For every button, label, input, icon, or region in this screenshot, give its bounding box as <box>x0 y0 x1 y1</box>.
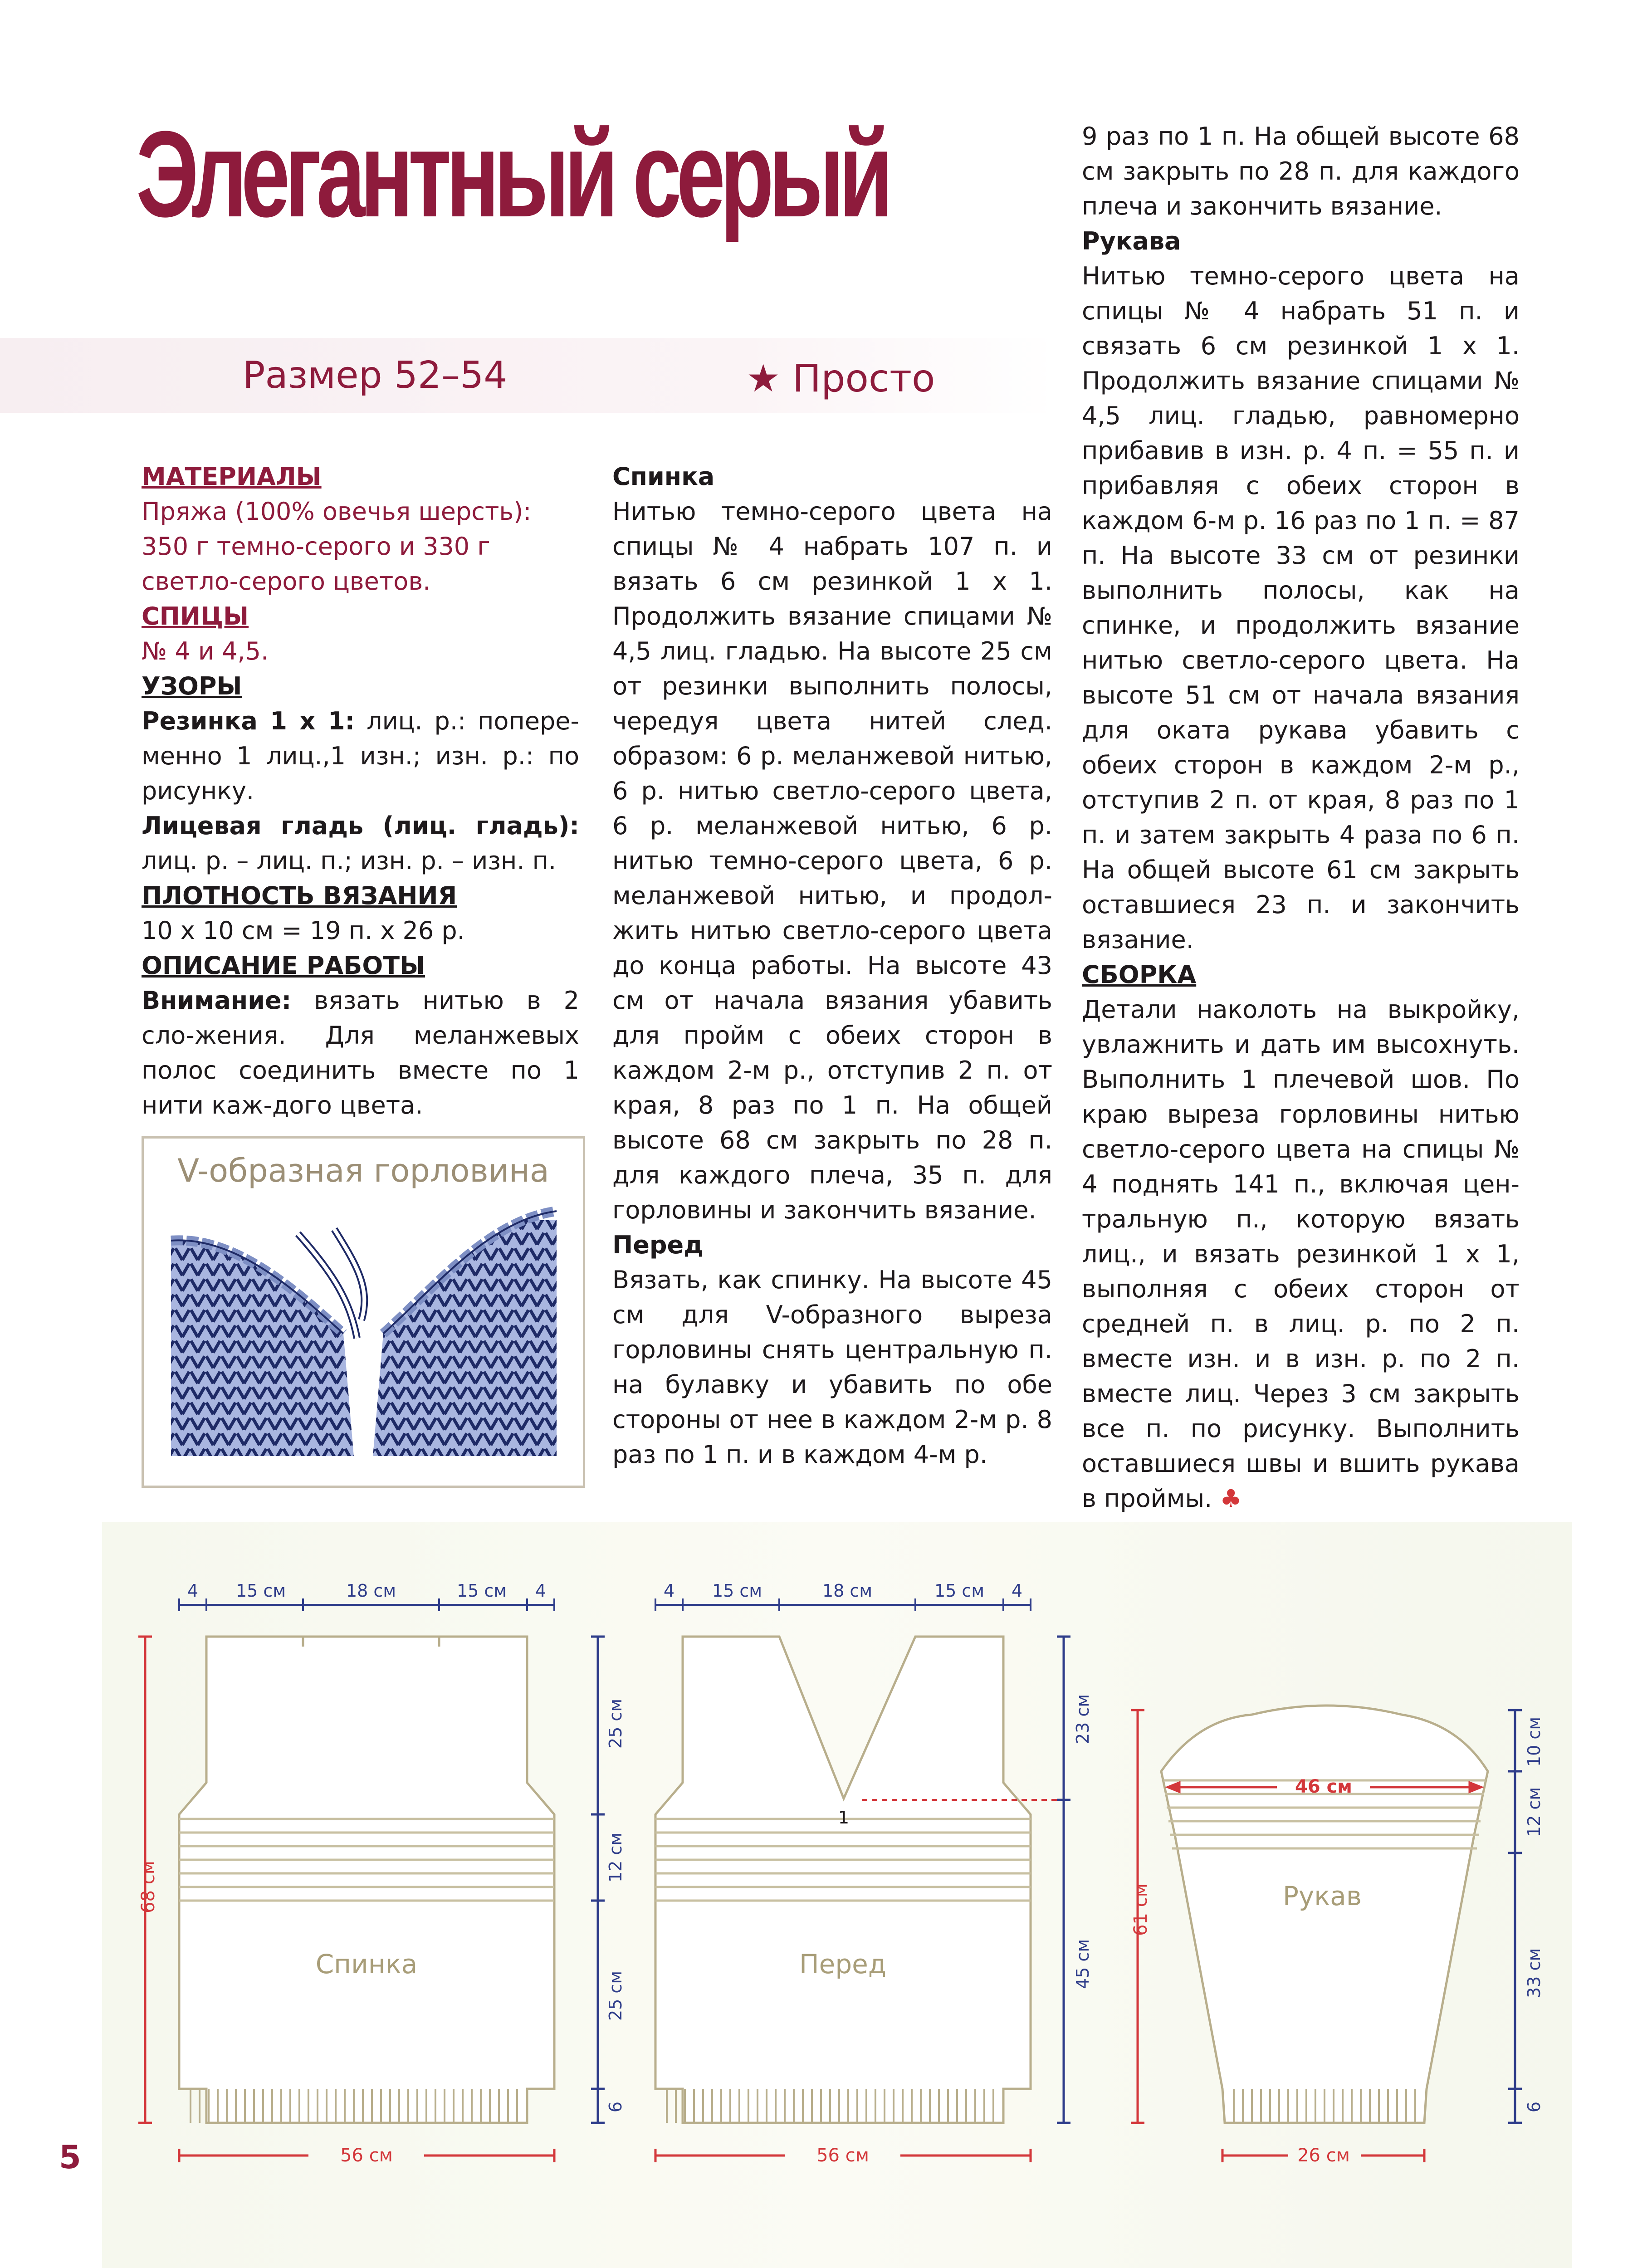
back-right-dim-2: 25 см <box>606 1971 626 2021</box>
attention-label: Внимание: <box>142 986 292 1015</box>
back-text: Нитью темно-серого цвета на спицы № 4 набрать 107 п. и вязать 6 см резинкой 1 х 1. Продолжить вязание спицами № 4,5 лиц. гладью. На высоте 25 см от резинки выполнить полосы, чередуя цвета нитей след. образом: 6 р. меланжевой нитью, 6 р. нитью светло-серого цвета, 6 р. меланжевой нитью, 6 р. нитью темно-серого цвета, 6 р. меланжевой нитью, и продол-жить нитью светло-серого цвета до конца работы. На высоте 43 см от начала вязания убавить для пройм с обеих сторон в каждом 2-м р., отступив 2 п. от края, 8 раз по 1 п. На общей высоте 68 см закрыть по 28 п. для каждого плеча, 35 п. для горловины и закончить вязание. <box>612 497 1052 1224</box>
front-pattern <box>655 1637 1031 2123</box>
page-title: Элегантный серый <box>136 106 888 243</box>
assembly-heading: СБОРКА <box>1082 960 1197 989</box>
stockinette-label: Лицевая гладь (лиц. гладь): <box>142 811 579 840</box>
front-dim-4: 4 <box>1011 1581 1023 1601</box>
star-icon: ★ <box>746 356 781 401</box>
back-height-label: 68 см <box>138 1861 159 1913</box>
back-dim-0: 4 <box>187 1581 199 1601</box>
back-dim-3: 15 см <box>457 1581 507 1601</box>
sleeve-top-width-label: 46 см <box>1295 1776 1352 1797</box>
front-right-dim-0: 23 см <box>1073 1694 1093 1744</box>
assembly-body: Детали наколоть на выкройку, увлажнить и дать им высохнуть. Выполнить 1 плечевой шов. По краю выреза горловины нитью светло-серого цвета на спицы № 4 поднять 141 п., включая цен-тральную п., которую вязать лиц., и вязать резинкой 1 х 1, выполняя с обеих сторон от средней п. в лиц. р. по 2 п. вместе изн. и в изн. р. по 2 п. вместе лиц. Через 3 см закрыть все п. по рисунку. Выполнить оставшиеся швы и вшить рукава в проймы. <box>1082 995 1520 1513</box>
back-label: Спинка <box>315 1949 418 1980</box>
rib-text: лиц. р.: попере-менно 1 лиц.,1 изн.; изн. р.: по рисунку. <box>142 707 579 805</box>
front-label: Перед <box>799 1949 886 1980</box>
back-right-dimension <box>591 1637 605 2123</box>
materials-line-1: Пряжа (100% овечья шерсть): <box>142 497 532 526</box>
sleeve-right-dim-1: 12 см <box>1524 1787 1544 1837</box>
back-dim-2: 18 см <box>346 1581 396 1601</box>
materials-line-3: светло-серого цветов. <box>142 567 431 596</box>
illustration-caption: V-образная горловина <box>177 1152 549 1189</box>
back-dim-1: 15 см <box>236 1581 286 1601</box>
back-dim-4: 4 <box>535 1581 547 1601</box>
description-heading: ОПИСАНИЕ РАБОТЫ <box>142 951 425 980</box>
front-marker: 1 <box>838 1808 850 1828</box>
front-dim-3: 15 см <box>934 1581 984 1601</box>
front-width-label: 56 см <box>816 2145 869 2166</box>
sleeve-height-label: 61 см <box>1130 1883 1151 1936</box>
front-dim-1: 15 см <box>712 1581 762 1601</box>
size-label: Размер 52–54 <box>243 354 508 397</box>
sleeve-right-dimension <box>1508 1710 1522 2123</box>
sleeve-pattern <box>1161 1706 1488 2123</box>
needles-text: № 4 и 4,5. <box>142 637 269 665</box>
back-right-dim-0: 25 см <box>606 1699 626 1749</box>
back-pattern <box>179 1637 554 2123</box>
sleeves-text: Нитью темно-серого цвета на спицы № 4 набрать 51 п. и связать 6 см резинкой 1 х 1. Продолжить вязание спицами № 4,5 лиц. гладью, равномерно прибавив в изн. р. 4 п. = 55 п. и прибавляя с обеих сторон в каждом 6-м р. 16 раз по 1 п. = 87 п. На высоте 33 см от резинки выполнить полосы, как на спинке, и продолжить вязание нитью светло-серого цвета. На высоте 51 см от начала вязания для оката рукава убавить с обеих сторон в каждом 2-м р., отступив 2 п. от края, 8 раз по 1 п. и затем закрыть 4 раза по 6 п. На общей высоте 61 см закрыть оставшиеся 23 п. и закончить вязание. <box>1082 262 1520 954</box>
back-width-label: 56 см <box>340 2145 393 2166</box>
gauge-heading: ПЛОТНОСТЬ ВЯЗАНИЯ <box>142 881 457 910</box>
difficulty-text: Просто <box>792 356 935 401</box>
sleeve-right-dim-2: 33 см <box>1524 1948 1544 1998</box>
sleeve-width-label: 26 см <box>1297 2145 1350 2166</box>
front-heading: Перед <box>612 1231 704 1259</box>
front-text: Вязать, как спинку. На высоте 45 см для V-образного выреза горловины снять центральную п. на булавку и убавить по обе стороны от нее в каждом 2-м р. 8 раз по 1 п. и в каждом 4-м р. <box>612 1266 1052 1469</box>
front-dim-2: 18 см <box>822 1581 872 1601</box>
page-number: 5 <box>59 2139 81 2176</box>
rib-label: Резинка 1 х 1: <box>142 707 355 735</box>
back-heading: Спинка <box>612 462 715 491</box>
sleeve-right-dim-0: 10 см <box>1524 1717 1544 1767</box>
back-right-dim-3: 6 <box>606 2101 626 2113</box>
materials-line-2: 350 г темно-серого и 330 г <box>142 532 490 561</box>
sleeve-right-dim-3: 6 <box>1524 2101 1544 2113</box>
front-continued: 9 раз по 1 п. На общей высоте 68 см закрыть по 28 п. для каждого плеча и закончить вязание. <box>1082 122 1520 220</box>
attention-text: вязать нитью в 2 сло-жения. Для меланжевых полос соединить вместе по 1 нити каж-дого цвета. <box>142 986 579 1119</box>
gauge-text: 10 х 10 см = 19 п. х 26 р. <box>142 916 465 945</box>
materials-heading: МАТЕРИАЛЫ <box>142 462 322 491</box>
sleeve-label: Рукав <box>1282 1881 1362 1911</box>
sleeves-heading: Рукава <box>1082 227 1181 255</box>
sleeve-rib <box>1234 2089 1415 2123</box>
needles-heading: СПИЦЫ <box>142 602 249 631</box>
stockinette-text: лиц. р. – лиц. п.; изн. р. – изн. п. <box>142 846 557 875</box>
front-right-dimension <box>1057 1637 1070 2123</box>
club-icon: ♣ <box>1220 1484 1242 1513</box>
front-dim-0: 4 <box>663 1581 675 1601</box>
back-right-dim-1: 12 см <box>606 1833 626 1882</box>
front-right-dim-1: 45 см <box>1073 1939 1093 1989</box>
patterns-heading: УЗОРЫ <box>142 672 242 700</box>
